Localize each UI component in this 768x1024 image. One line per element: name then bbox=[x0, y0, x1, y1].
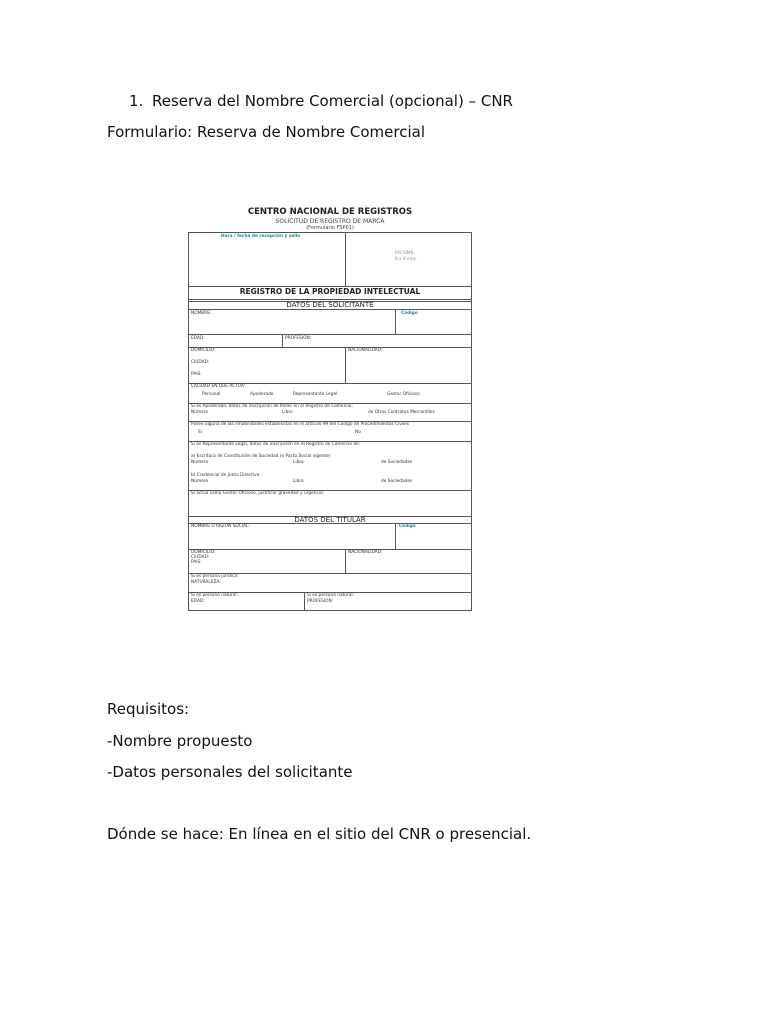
facsimil-size: 8 x 8 cms. bbox=[395, 257, 418, 262]
donde-text: Dónde se hace: En línea en el sitio del CNR o presencial. bbox=[107, 825, 532, 843]
label-edad-titular: EDAD: bbox=[191, 599, 205, 604]
requisito-1: -Nombre propuesto bbox=[107, 732, 253, 750]
label-nacionalidad: NACIONALIDAD: bbox=[348, 348, 383, 353]
label-otros-contratos: de Otros Contratos Mercantiles bbox=[368, 410, 435, 415]
form-title: CENTRO NACIONAL DE REGISTROS bbox=[247, 207, 413, 217]
option-si: Si bbox=[198, 430, 202, 435]
form-subtitle: SOLICITUD DE REGISTRO DE MARCA bbox=[275, 218, 385, 225]
option-no: No bbox=[355, 430, 361, 435]
label-numero-1: Número bbox=[191, 410, 209, 415]
option-rep-legal: Representante Legal bbox=[293, 392, 338, 397]
form-code: (Formulario FSP01) bbox=[306, 225, 354, 231]
titular-heading: DATOS DEL TITULAR bbox=[294, 516, 366, 524]
label-sociedades-1: de Sociedades bbox=[381, 460, 413, 465]
label-numero-2: Número bbox=[191, 460, 209, 465]
label-calidad: CALIDAD EN QUE ACTUA: bbox=[191, 384, 246, 389]
gestor-line: Si actúa como Gestor Oficioso, justificar gravedad y urgencia: bbox=[191, 491, 325, 496]
facsimil-label: FACSIMIL bbox=[395, 251, 415, 256]
label-sociedades-2: de Sociedades bbox=[381, 479, 413, 484]
label-ciudad: CIUDAD: bbox=[191, 360, 210, 365]
label-domicilio: DOMICILIO: bbox=[191, 348, 216, 353]
label-domicilio-titular: DOMICILIO: bbox=[191, 550, 216, 555]
option-apoderado: Apoderado bbox=[250, 392, 274, 397]
persona-juridica: Si es persona jurídica: bbox=[191, 574, 239, 579]
label-profesion: PROFESION: bbox=[285, 336, 312, 341]
stamp-note: Hora / fecha de recepción y sello bbox=[221, 234, 301, 239]
label-razon-social: NOMBRE O RAZON SOCIAL: bbox=[191, 524, 250, 529]
list-item-text: Reserva del Nombre Comercial (opcional) – CNR bbox=[152, 92, 513, 110]
label-profesion-titular: PROFESION: bbox=[307, 599, 334, 604]
persona-natural-1: Si es persona natural: bbox=[191, 593, 239, 598]
label-numero-3: Número bbox=[191, 479, 209, 484]
label-nacionalidad-titular: NACIONALIDAD: bbox=[348, 550, 383, 555]
option-gestor: Gestor Oficioso bbox=[387, 392, 420, 397]
label-naturaleza: NATURALEZA: bbox=[191, 580, 221, 585]
requisito-2: -Datos personales del solicitante bbox=[107, 763, 353, 781]
escritura-line: a) Escritura de Constitución de Sociedad (o Pacto Social vigente) bbox=[191, 454, 331, 459]
label-libro-2: Libro bbox=[293, 460, 304, 465]
label-pais-titular: PAIS: bbox=[191, 560, 202, 565]
label-libro-3: Libro bbox=[293, 479, 304, 484]
apoderado-line: Si es Apoderado, datos de inscripción de Poder en el Registro de Comercio: bbox=[191, 404, 353, 409]
label-libro-1: Libro bbox=[282, 410, 293, 415]
label-ciudad-titular: CIUDAD: bbox=[191, 555, 210, 560]
form-label: Formulario: Reserva de Nombre Comercial bbox=[107, 123, 425, 141]
label-pais: PAIS: bbox=[191, 372, 202, 377]
label-codigo-titular: Código bbox=[399, 524, 416, 529]
form-image bbox=[188, 205, 472, 611]
applicant-heading: DATOS DEL SOLICITANTE bbox=[286, 301, 374, 309]
credencial-line: b) Credencial de Junta Directiva bbox=[191, 473, 260, 478]
requisitos-heading: Requisitos: bbox=[107, 700, 190, 718]
label-nombre: NOMBRE: bbox=[191, 311, 212, 316]
option-personal: Personal bbox=[202, 392, 221, 397]
label-codigo: Código bbox=[401, 311, 418, 316]
persona-natural-2: Si es persona natural: bbox=[307, 593, 355, 598]
label-edad: EDAD: bbox=[191, 336, 205, 341]
list-number: 1. bbox=[129, 92, 144, 110]
rep-legal-line: Si es Representante Legal, datos de inscripción en el Registro de Comercio de: bbox=[191, 442, 361, 447]
inhabilidades-line: Posee alguna de las inhabilidades establecidas en el artículo 99 del Código de Procedimientos Civiles bbox=[191, 422, 410, 427]
registry-heading: REGISTRO DE LA PROPIEDAD INTELECTUAL bbox=[239, 287, 421, 296]
